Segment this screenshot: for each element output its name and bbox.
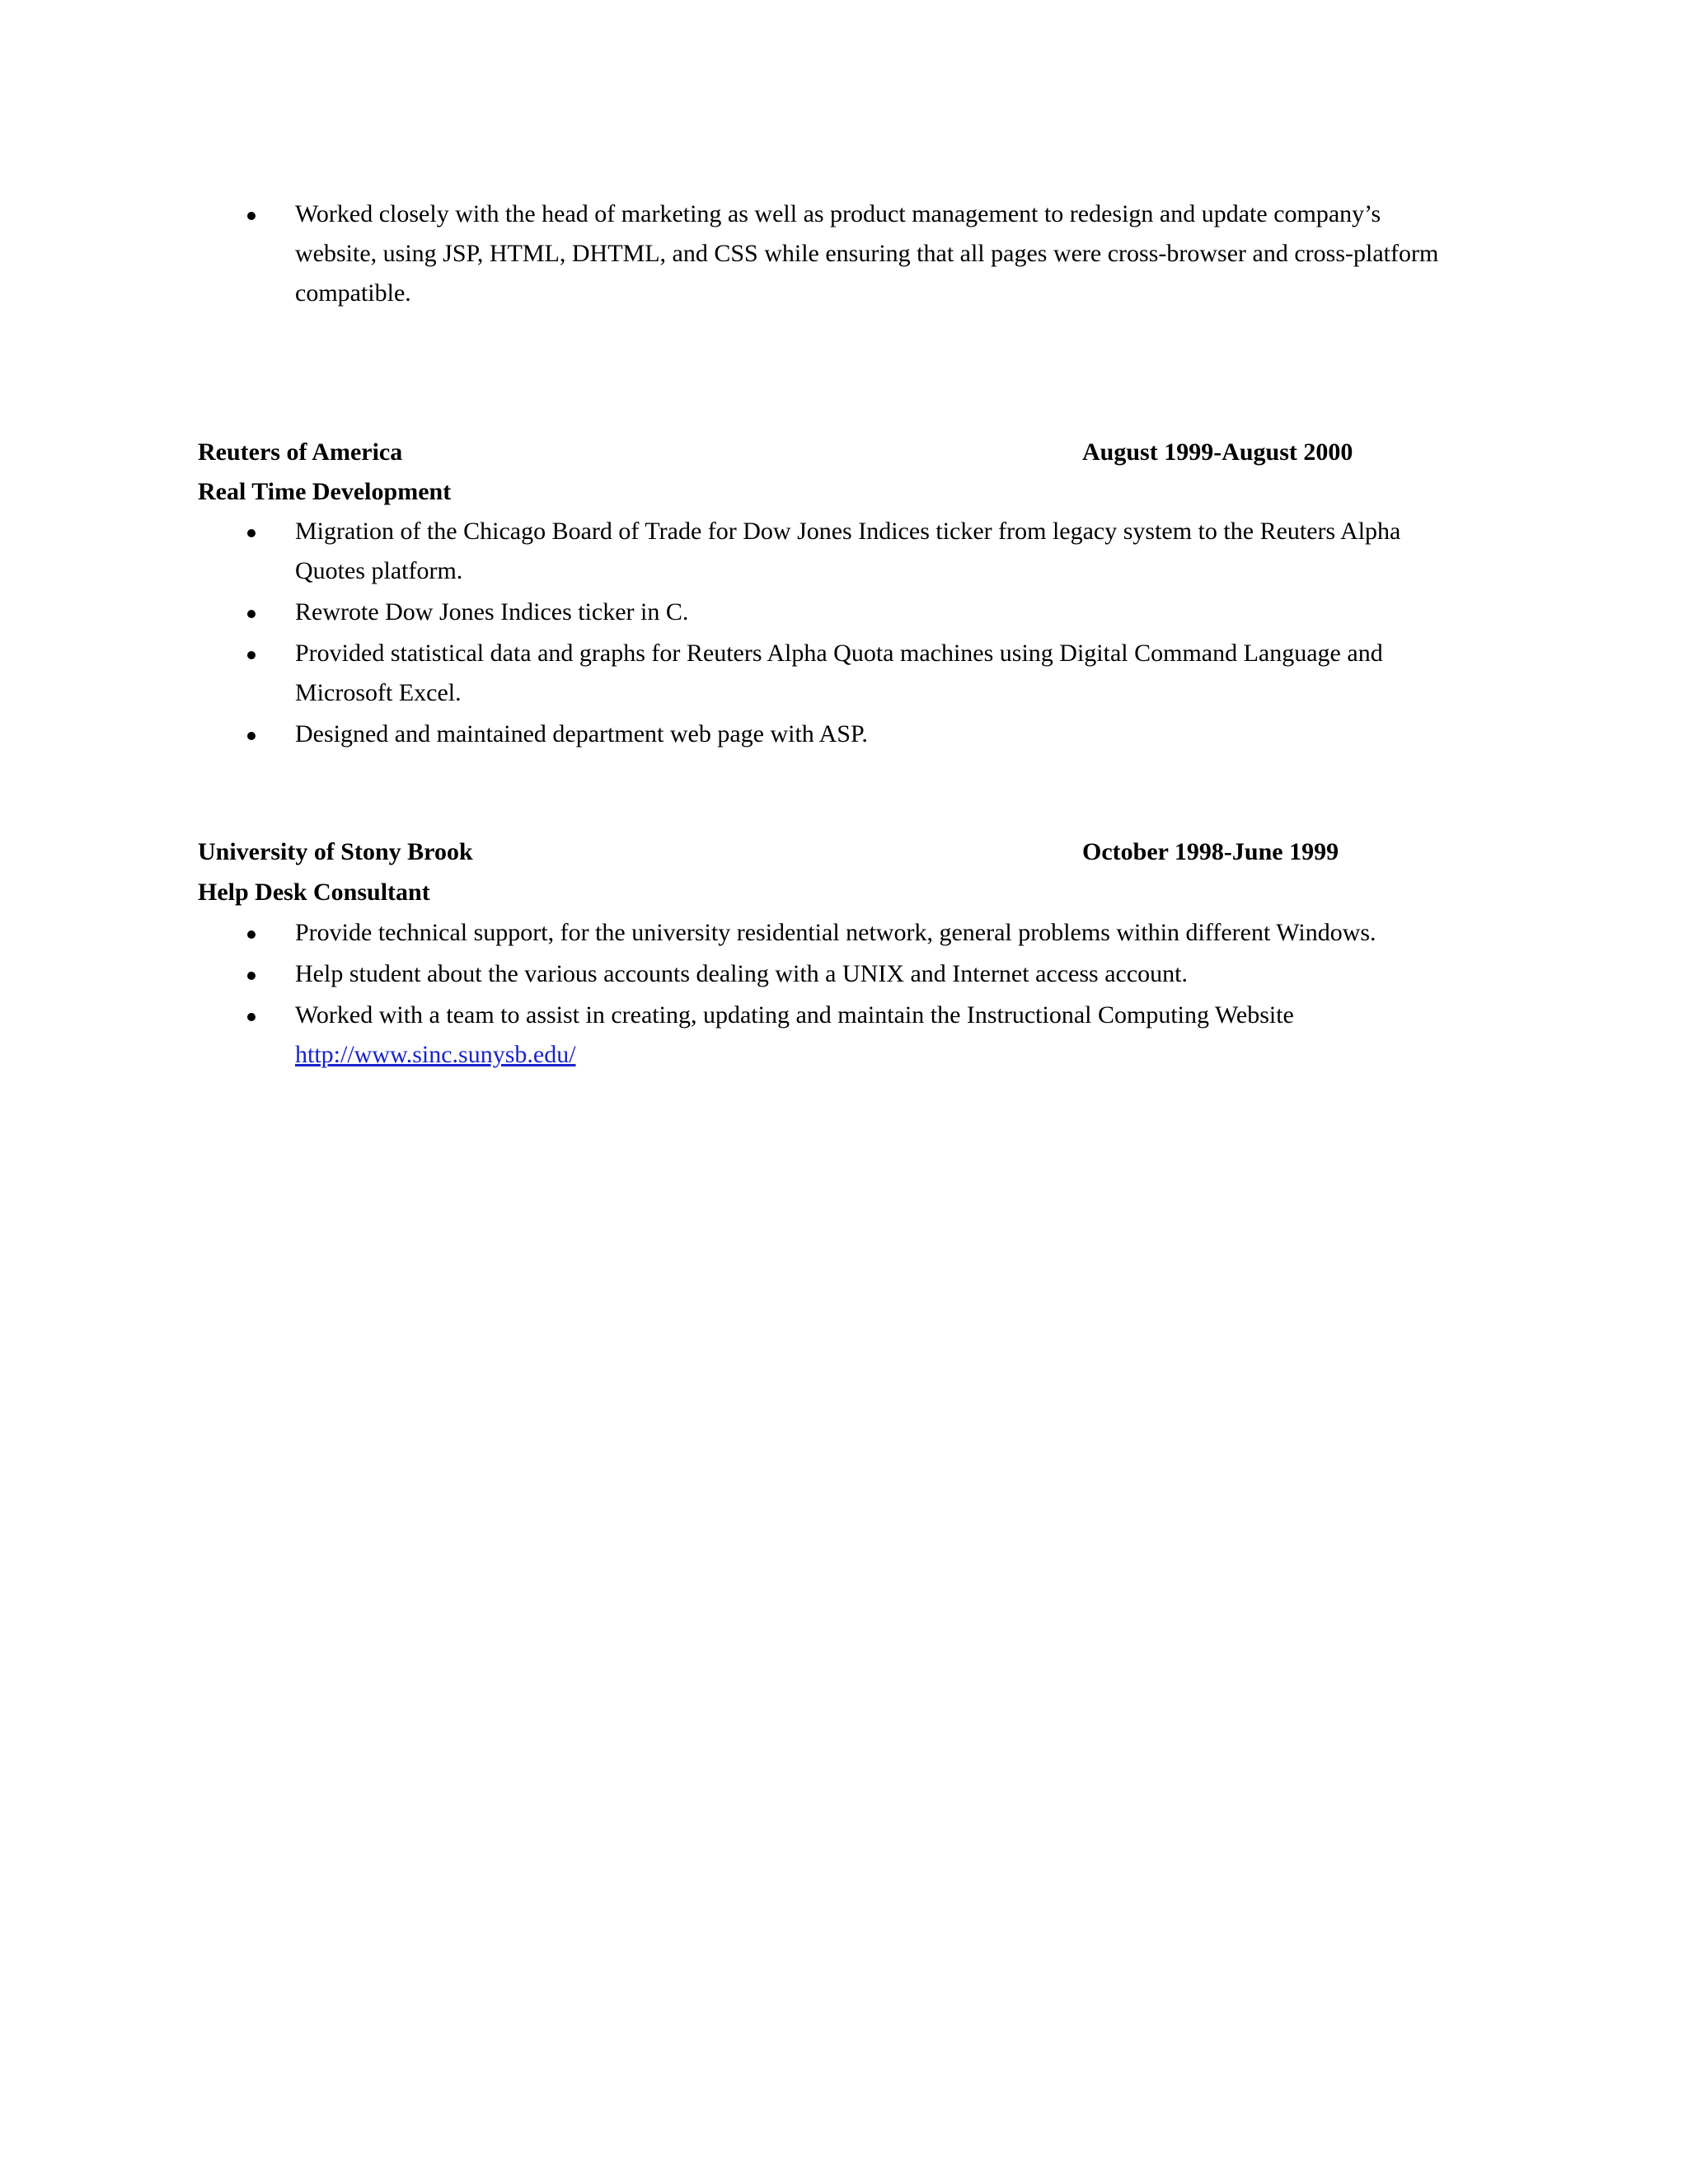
job-dates: August 1999-August 2000 — [1082, 438, 1353, 466]
list-item — [198, 634, 1467, 713]
company-name: Reuters of America — [198, 438, 403, 466]
company-name: University of Stony Brook — [198, 838, 473, 865]
list-item — [198, 954, 1467, 994]
bullet-text: Provided statistical data and graphs for Reuters Alpha Quota machines using Digital Command Language and Microsoft Excel. — [295, 640, 1383, 706]
bullet-icon — [247, 1013, 256, 1021]
job-title: Help Desk Consultant — [198, 879, 430, 906]
list-item — [198, 194, 1467, 313]
bullet-text: Migration of the Chicago Board of Trade for Dow Jones Indices ticker from legacy system to the Reuters Alpha Quotes platform. — [295, 518, 1401, 584]
bullet-text: Help student about the various accounts dealing with a UNIX and Internet access account. — [295, 960, 1188, 987]
job-dates: October 1998-June 1999 — [1082, 838, 1339, 865]
bullet-text: Worked closely with the head of marketing as well as product management to redesign and update company’s website, using JSP, HTML, DHTML, and CSS while ensuring that all pages were cross-browser and cross-platform compatible. — [295, 200, 1439, 307]
list-item — [198, 593, 1467, 632]
bullet-text: Designed and maintained department web page with ASP. — [295, 720, 868, 748]
bullet-icon — [247, 651, 256, 659]
list-item — [198, 715, 1467, 754]
job-header-reuters — [198, 433, 1467, 472]
bullet-icon — [247, 732, 256, 740]
bullet-icon — [247, 212, 256, 220]
list-item — [198, 996, 1467, 1075]
reuters-bullet-list — [198, 512, 1467, 754]
bullet-icon — [247, 610, 256, 618]
stony-brook-bullet-list — [198, 913, 1467, 1075]
bullet-icon — [247, 930, 256, 939]
bullet-text: Provide technical support, for the university residential network, general problems within different Windows. — [295, 919, 1376, 946]
job-header-stony-brook — [198, 832, 1467, 872]
bullet-text: Rewrote Dow Jones Indices ticker in C. — [295, 598, 689, 626]
bullet-icon — [247, 529, 256, 537]
list-item — [198, 913, 1467, 953]
job-title: Real Time Development — [198, 478, 452, 505]
previous-job-bullet-list — [198, 194, 1467, 313]
bullet-text: Worked with a team to assist in creating, updating and maintain the Instructional Computing Website — [295, 1001, 1294, 1029]
bullet-icon — [247, 972, 256, 980]
list-item — [198, 512, 1467, 591]
website-link[interactable]: http://www.sinc.sunysb.edu/ — [295, 1041, 576, 1068]
